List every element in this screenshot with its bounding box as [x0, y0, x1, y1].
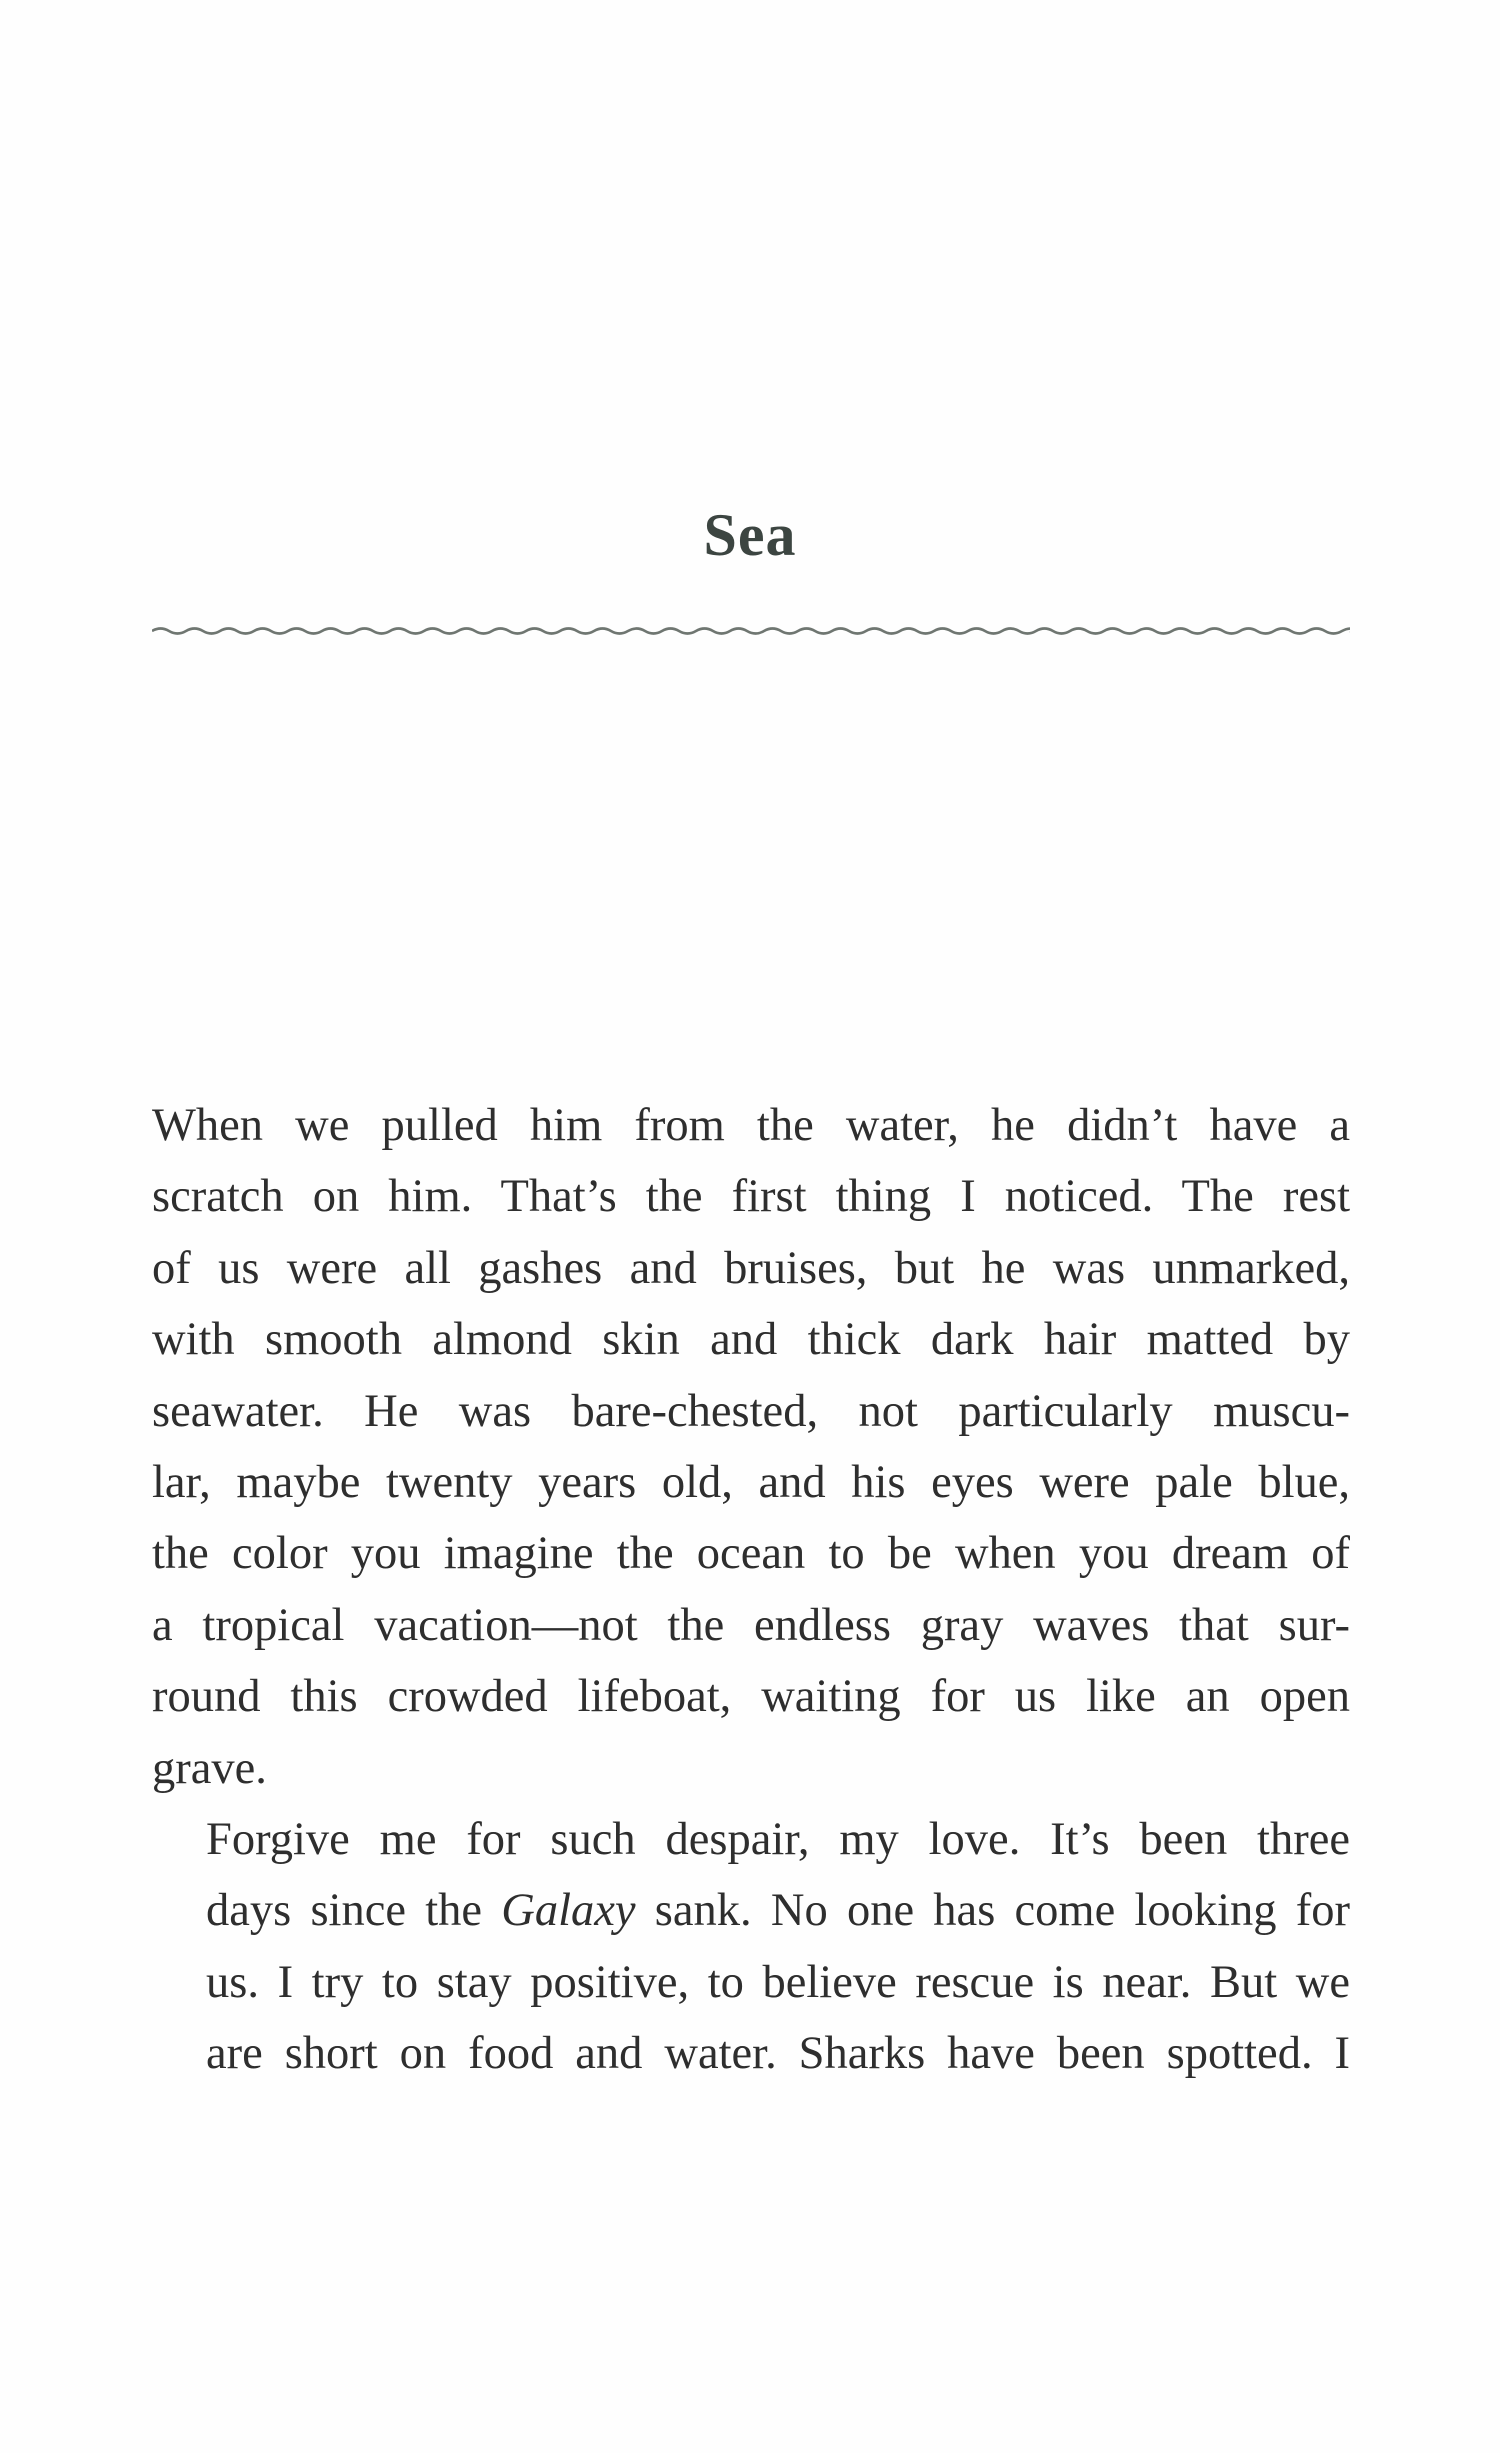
ship-name: Galaxy [501, 1885, 636, 1937]
text-line: scratch on him. That’s the first thing I noticed. The rest [152, 1171, 1350, 1223]
text-line: are short on food and water. Sharks have been spotted. I [206, 2028, 1350, 2080]
text-line: When we pulled him from the water, he didn’t have a [152, 1100, 1350, 1151]
paragraph-2 [152, 1804, 1350, 2090]
text-fragment: days since the [206, 1885, 502, 1937]
text-line: a tropical vacation—not the endless gray waves that sur- [152, 1599, 1350, 1651]
body-text [152, 1090, 1350, 2090]
text-line: round this crowded lifeboat, waiting for us like an open [152, 1671, 1350, 1723]
text-line: lar, maybe twenty years old, and his eyes were pale blue, [152, 1457, 1350, 1509]
text-line: with smooth almond skin and thick dark hair matted by [152, 1314, 1350, 1366]
chapter-title: Sea [703, 502, 797, 568]
text-line: the color you imagine the ocean to be when you dream of [152, 1528, 1350, 1580]
text-line: Forgive me for such despair, my love. It’s been three [206, 1814, 1350, 1866]
text-line: grave. [152, 1742, 267, 1794]
paragraph-1 [152, 1090, 1350, 1804]
text-line: seawater. He was bare-chested, not particularly muscu- [152, 1385, 1350, 1437]
text-line-with-ship-name [152, 1875, 1350, 1946]
text-line: us. I try to stay positive, to believe rescue is near. But we [206, 1956, 1350, 2008]
wavy-divider [152, 620, 1350, 642]
wavy-divider-line [152, 629, 1350, 634]
text-fragment: sank. No one has come looking for [635, 1885, 1350, 1937]
text-line: of us were all gashes and bruises, but he was unmarked, [152, 1242, 1350, 1294]
